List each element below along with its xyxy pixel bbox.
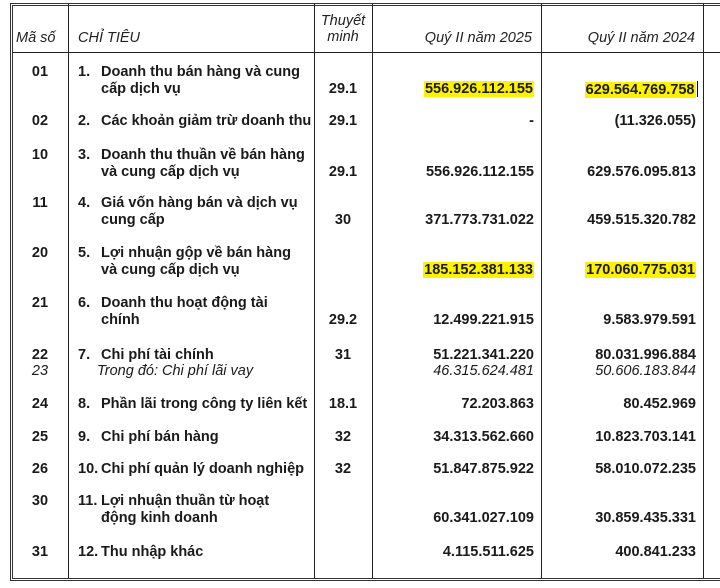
row-q2-2025: 72.203.863 [461,396,534,412]
row-q2-2025: 12.499.221.915 [433,312,534,328]
row-q2-2024: 459.515.320.782 [587,212,696,228]
header-q2-2025: Quý II năm 2025 [424,30,532,46]
highlighted-value: 629.564.769.758 [585,82,695,98]
highlighted-value: 185.152.381.133 [424,262,533,278]
row-code: 24 [31,396,49,412]
header-note-line1: Thuyết [320,13,366,29]
row-q2-2025 [424,81,534,98]
row-code: 11 [32,195,48,211]
row-q2-2024 [585,262,696,279]
highlighted-value: 170.060.775.031 [586,262,695,278]
row-q2-2025: 34.313.562.660 [433,429,534,445]
row-note: 30 [334,212,352,228]
row-note: 18.1 [328,396,358,412]
row-q2-2024: 629.576.095.813 [587,164,696,180]
row-label: 6. Doanh thu hoạt động tài chính [78,295,268,328]
row-code: 22 [31,347,49,363]
row-q2-2025: 51.847.875.922 [433,461,534,477]
row-label: 7. Chi phí tài chính [78,347,214,363]
highlighted-value: 556.926.112.155 [424,81,533,97]
row-label: 2. Các khoản giảm trừ doanh thu [78,113,312,129]
row-label: 8. Phần lãi trong công ty liên kết [78,396,308,412]
header-item: CHỈ TIÊU [78,30,141,46]
row-q2-2025 [423,262,534,279]
row-q2-2024: 80.031.996.884 [595,347,696,363]
header-code: Mã số [16,30,56,46]
row-q2-2024: 9.583.979.591 [603,312,696,328]
row-note: 31 [334,347,352,363]
row-q2-2025: 371.773.731.022 [425,212,534,228]
column-divider [703,3,704,578]
row-q2-2025: 46.315.624.481 [433,363,534,379]
row-q2-2025: - [529,113,534,129]
row-code: 23 [31,363,49,379]
row-q2-2024: (11.326.055) [614,113,696,129]
column-divider [68,3,69,578]
header-q2-2024: Quý II năm 2024 [587,30,695,46]
row-q2-2025: 51.221.341.220 [433,347,534,363]
row-code: 02 [31,113,49,129]
row-q2-2024: 10.823.703.141 [595,429,696,445]
row-label: 11. Lợi nhuận thuần từ hoạt động kinh doanh [78,493,270,526]
row-note: 32 [334,461,352,477]
row-q2-2024: 30.859.435.331 [595,510,696,526]
row-note: 29.1 [328,164,358,180]
header-divider [12,52,720,53]
column-divider [541,3,542,578]
row-code: 01 [31,64,49,80]
row-code: 21 [31,295,49,311]
row-code: 10 [31,147,49,163]
row-note: 29.1 [328,113,358,129]
row-label: 10. Chi phí quản lý doanh nghiệp [78,461,304,477]
row-note: 32 [334,429,352,445]
row-q2-2025: 60.341.027.109 [433,510,534,526]
row-note: 29.1 [328,81,358,97]
row-note: 29.2 [328,312,358,328]
row-label: 1. Doanh thu bán hàng và cung cấp dịch vụ [78,64,300,97]
text-cursor [697,81,699,97]
row-label: 9. Chi phí bán hàng [78,429,219,445]
row-label: 4. Giá vốn hàng bán và dịch vụ cung cấp [78,195,298,228]
row-q2-2024: 50.606.183.844 [595,363,696,379]
row-label: 3. Doanh thu thuần về bán hàng và cung cấp dịch vụ [78,147,305,180]
row-label: Trong đó: Chi phí lãi vay [97,363,254,379]
row-code: 26 [31,461,49,477]
row-q2-2024 [585,81,698,99]
column-divider [372,3,373,578]
row-q2-2024: 400.841.233 [615,544,696,560]
row-label: 12. Thu nhập khác [78,544,204,560]
row-code: 25 [31,429,49,445]
row-q2-2024: 80.452.969 [623,396,696,412]
header-note-line2: minh [327,29,359,45]
header-note [314,13,372,45]
row-label: 5. Lợi nhuận gộp về bán hàng và cung cấp dịch vụ [78,245,291,278]
row-q2-2025: 556.926.112.155 [425,164,534,180]
row-code: 30 [31,493,49,509]
row-code: 20 [31,245,49,261]
row-q2-2025: 4.115.511.625 [442,544,534,560]
row-code: 31 [31,544,49,560]
row-q2-2024: 58.010.072.235 [595,461,696,477]
